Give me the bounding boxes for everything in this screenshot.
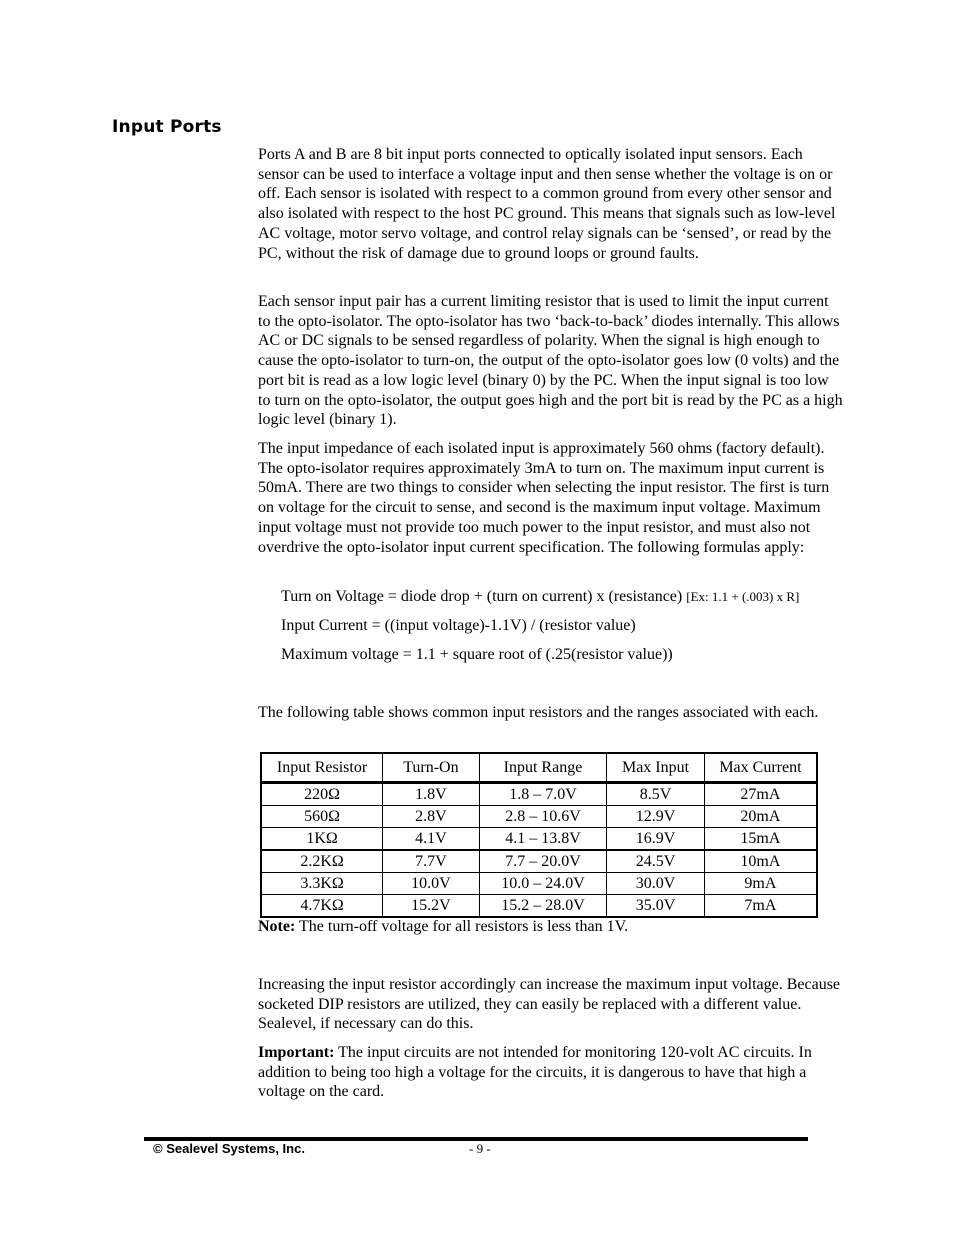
important-text: The input circuits are not intended for monitoring 120-volt AC circuits. In addition to being too high a voltage for the circuits, it is dangerous to have that high a voltage on the card. — [258, 1044, 812, 1101]
table-header-row — [261, 753, 817, 783]
table-cell: 27mA — [704, 783, 817, 806]
table-cell: 7mA — [704, 895, 817, 918]
table-cell: 7.7V — [383, 850, 480, 873]
table-cell: 10.0V — [383, 873, 480, 895]
table-row — [261, 873, 817, 895]
table-cell: 1.8 – 7.0V — [479, 783, 606, 806]
table-cell: 20mA — [704, 806, 817, 828]
table-row — [261, 850, 817, 873]
paragraph-text: The following table shows common input resistors and the ranges associated with each. — [258, 704, 819, 721]
resistor-table — [260, 752, 818, 918]
paragraph-text: Each sensor input pair has a current limiting resistor that is used to limit the input current to the opto-isolator. The opto-isolator has two ‘back-to-back’ diodes internally. This allows AC or DC signals to be sensed regardless of polarity. When the signal is high enough to cause the opto-isolator to turn-on, the output of the opto-isolator goes low (0 volts) and the port bit is read as a low logic level (binary 0) by the PC. When the input signal is too low to turn on the opto-isolator, the output goes high and the port bit is read by the PC as a high logic level (binary 1). — [258, 293, 843, 429]
table-cell: 1.8V — [383, 783, 480, 806]
table-cell: 24.5V — [607, 850, 705, 873]
paragraph-resistor-function — [258, 292, 844, 430]
table-cell: 10mA — [704, 850, 817, 873]
table-cell: 30.0V — [607, 873, 705, 895]
paragraph-increasing-resistor — [258, 975, 844, 1034]
formula-input-current: Input Current = ((input voltage)-1.1V) / (resistor value) — [281, 617, 636, 634]
table-cell: 7.7 – 20.0V — [479, 850, 606, 873]
table-row — [261, 783, 817, 806]
paragraph-text: The input impedance of each isolated input is approximately 560 ohms (factory default). The opto-isolator requires approximately 3mA to turn on. The maximum input current is 50mA. There are two things to consider when selecting the input resistor. The first is turn on voltage for the circuit to sense, and second is the maximum input voltage. Maximum input voltage must not provide too much power to the input resistor, and must also not overdrive the opto-isolator input current specification. The following formulas apply: — [258, 440, 830, 556]
paragraph-important-warning — [258, 1043, 844, 1102]
table-cell: 16.9V — [607, 828, 705, 851]
table-cell: 4.1 – 13.8V — [479, 828, 606, 851]
column-header-max-current: Max Current — [704, 753, 817, 783]
paragraph-text — [258, 1043, 844, 1102]
table-cell: 3.3KΩ — [261, 873, 383, 895]
table-cell: 220Ω — [261, 783, 383, 806]
table-cell: 8.5V — [607, 783, 705, 806]
table-cell: 15mA — [704, 828, 817, 851]
table-cell: 15.2V — [383, 895, 480, 918]
formula-text: Turn on Voltage = diode drop + (turn on current) x (resistance) — [281, 588, 687, 605]
table-cell: 12.9V — [607, 806, 705, 828]
footer-company: © Sealevel Systems, Inc. — [153, 1141, 305, 1156]
table-cell: 10.0 – 24.0V — [479, 873, 606, 895]
note-label: Note: — [258, 918, 296, 935]
formula-example: [Ex: 1.1 + (.003) x R] — [686, 589, 800, 604]
table-cell: 560Ω — [261, 806, 383, 828]
important-label: Important: — [258, 1044, 335, 1061]
table-note — [258, 917, 628, 937]
paragraph-input-impedance — [258, 439, 844, 557]
note-text: The turn-off voltage for all resistors is less than 1V. — [295, 918, 629, 935]
column-header-input-resistor: Input Resistor — [261, 753, 383, 783]
column-header-turn-on: Turn-On — [383, 753, 480, 783]
column-header-input-range: Input Range — [479, 753, 606, 783]
table-cell: 15.2 – 28.0V — [479, 895, 606, 918]
table-row — [261, 828, 817, 851]
paragraph-table-intro — [258, 703, 844, 723]
table-cell: 4.1V — [383, 828, 480, 851]
table-cell: 2.2KΩ — [261, 850, 383, 873]
formula-turn-on-voltage — [281, 587, 799, 607]
paragraph-text: Ports A and B are 8 bit input ports connected to optically isolated input sensors. Each sensor can be used to interface a voltage input and then sense whether the voltage is on or off. Each sensor is isolated with respect to a common ground from every other sensor and also isolated with respect to the host PC ground. This means that signals such as low-level AC voltage, motor servo voltage, and control relay signals can be ‘sensed’, or read by the PC, without the risk of damage due to ground loops or ground faults. — [258, 146, 836, 262]
table-cell: 35.0V — [607, 895, 705, 918]
column-header-max-input: Max Input — [607, 753, 705, 783]
formula-maximum-voltage: Maximum voltage = 1.1 + square root of (.25(resistor value)) — [281, 646, 673, 663]
table-cell: 2.8V — [383, 806, 480, 828]
table-cell: 2.8 – 10.6V — [479, 806, 606, 828]
table-row — [261, 806, 817, 828]
table-cell: 4.7KΩ — [261, 895, 383, 918]
table-cell: 9mA — [704, 873, 817, 895]
paragraph-text: Increasing the input resistor accordingly can increase the maximum input voltage. Because socketed DIP resistors are utilized, they can easily be replaced with a different value. Sealevel, if necessary can do this. — [258, 976, 841, 1033]
table-row — [261, 895, 817, 918]
footer-page-number: - 9 - — [469, 1141, 491, 1156]
section-title: Input Ports — [112, 117, 222, 137]
paragraph-port-overview — [258, 145, 844, 263]
table-cell: 1KΩ — [261, 828, 383, 851]
